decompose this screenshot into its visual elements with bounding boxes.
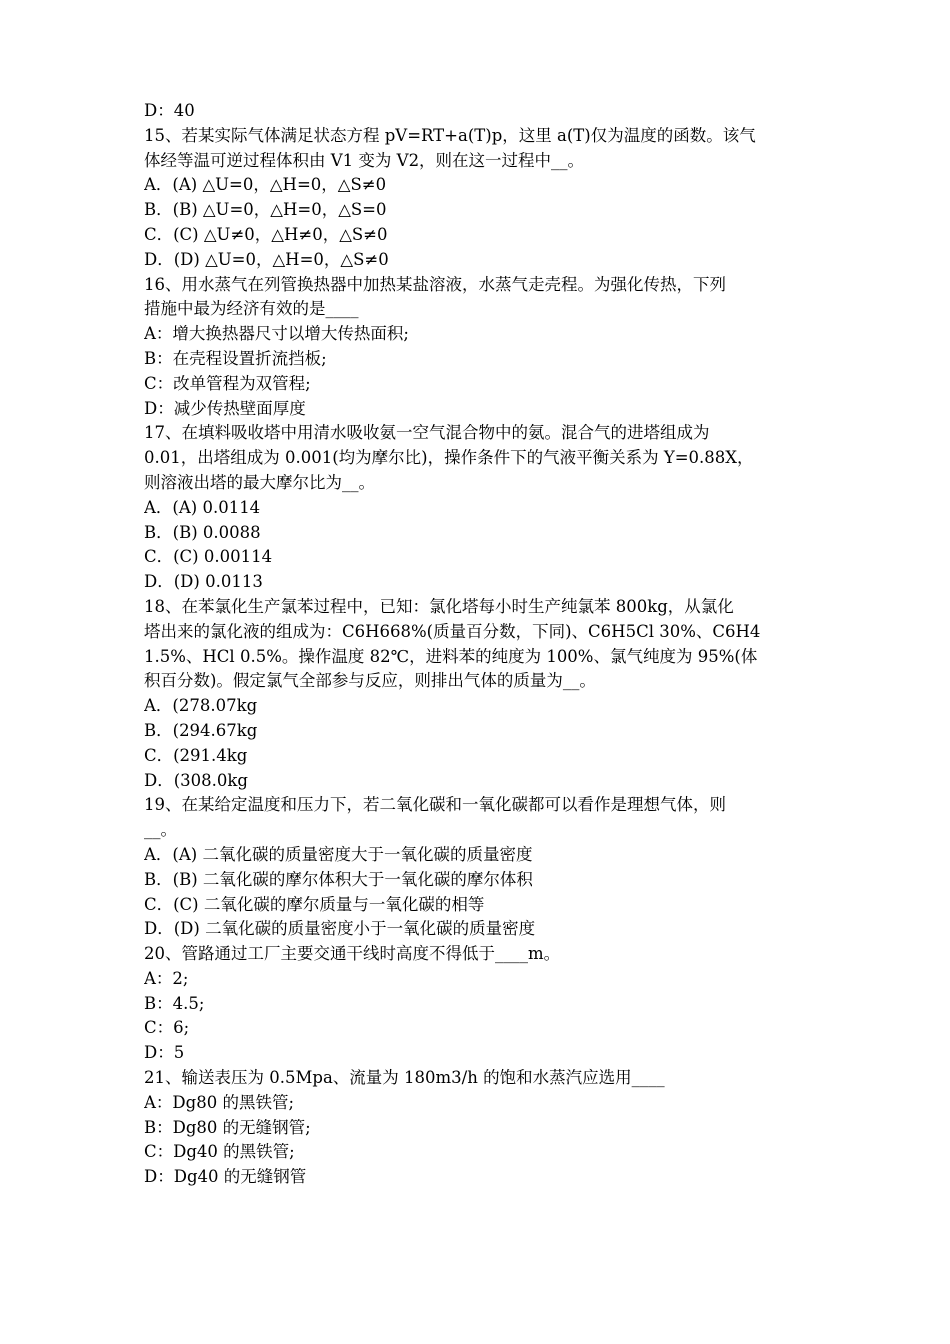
question-20-line-1: 20、管路通过工厂主要交通干线时高度不得低于____m。	[144, 944, 561, 964]
question-text-block	[144, 99, 816, 1190]
question-18-line-3: 1.5%、HCl 0.5%。操作温度 82℃，进料苯的纯度为 100%、氯气纯度为 95%(体	[144, 646, 758, 666]
option-c-q21: C：Dg40 的黑铁管;	[144, 1142, 295, 1162]
question-15-line-2: 体经等温可逆过程体积由 V1 变为 V2，则在这一过程中__。	[144, 150, 585, 170]
option-a-q20: A：2;	[144, 968, 189, 988]
question-16-line-1: 16、用水蒸气在列管换热器中加热某盐溶液，水蒸气走壳程。为强化传热，下列	[144, 274, 726, 294]
option-d-q20: D：5	[144, 1043, 185, 1063]
option-b-q17: B．(B) 0.0088	[144, 522, 261, 542]
question-19-line-2: __。	[144, 820, 177, 840]
option-a-q15: A．(A) △U=0，△H=0，△S≠0	[144, 175, 387, 195]
option-a-q21: A：Dg80 的黑铁管;	[144, 1092, 295, 1112]
option-b-q21: B：Dg80 的无缝钢管;	[144, 1117, 311, 1137]
option-a-q17: A．(A) 0.0114	[144, 497, 261, 517]
option-c-q19: C．(C) 二氧化碳的摩尔质量与一氧化碳的相等	[144, 894, 485, 914]
option-d-q15: D．(D) △U=0，△H=0，△S≠0	[144, 249, 389, 269]
question-18-line-2: 塔出来的氯化液的组成为：C6H668%(质量百分数，下同)、C6H5Cl 30%、C6H4	[144, 621, 761, 641]
question-16-line-2: 措施中最为经济有效的是____	[144, 299, 359, 319]
option-c-q18: C．(291.4kg	[144, 745, 248, 765]
question-18-line-1: 18、在苯氯化生产氯苯过程中，已知：氯化塔每小时生产纯氯苯 800kg，从氯化	[144, 596, 734, 616]
question-19-line-1: 19、在某给定温度和压力下，若二氧化碳和一氧化碳都可以看作是理想气体，则	[144, 795, 726, 815]
option-b-q16: B：在壳程设置折流挡板;	[144, 348, 327, 368]
option-d-q14: D：40	[144, 101, 195, 120]
option-c-q20: C：6;	[144, 1018, 190, 1038]
question-17-line-3: 则溶液出塔的最大摩尔比为__。	[144, 472, 375, 492]
option-b-q20: B：4.5;	[144, 993, 205, 1013]
option-d-q17: D．(D) 0.0113	[144, 572, 263, 592]
option-a-q16: A：增大换热器尺寸以增大传热面积;	[144, 324, 409, 344]
option-d-q16: D：减少传热壁面厚度	[144, 398, 306, 418]
option-d-q19: D．(D) 二氧化碳的质量密度小于一氧化碳的质量密度	[144, 919, 536, 939]
option-c-q16: C：改单管程为双管程;	[144, 373, 311, 393]
question-17-line-2: 0.01，出塔组成为 0.001(均为摩尔比)，操作条件下的气液平衡关系为 Y=0.88X，	[144, 448, 754, 468]
option-b-q19: B．(B) 二氧化碳的摩尔体积大于一氧化碳的摩尔体积	[144, 869, 533, 889]
question-18-line-4: 积百分数)。假定氯气全部参与反应，则排出气体的质量为__。	[144, 671, 596, 691]
option-a-q18: A．(278.07kg	[144, 696, 258, 716]
option-b-q18: B．(294.67kg	[144, 720, 258, 740]
option-d-q21: D：Dg40 的无缝钢管	[144, 1167, 307, 1187]
option-c-q17: C．(C) 0.00114	[144, 547, 273, 567]
option-a-q19: A．(A) 二氧化碳的质量密度大于一氧化碳的质量密度	[144, 844, 533, 864]
question-21-line-1: 21、输送表压为 0.5Mpa、流量为 180m3/h 的饱和水蒸汽应选用____	[144, 1068, 665, 1088]
question-17-line-1: 17、在填料吸收塔中用清水吸收氨一空气混合物中的氨。混合气的进塔组成为	[144, 423, 710, 443]
option-d-q18: D．(308.0kg	[144, 770, 248, 790]
option-b-q15: B．(B) △U=0，△H=0，△S=0	[144, 200, 387, 220]
option-c-q15: C．(C) △U≠0，△H≠0，△S≠0	[144, 224, 388, 244]
question-15-line-1: 15、若某实际气体满足状态方程 pV=RT+a(T)p，这里 a(T)仅为温度的函数。该气	[144, 125, 756, 145]
